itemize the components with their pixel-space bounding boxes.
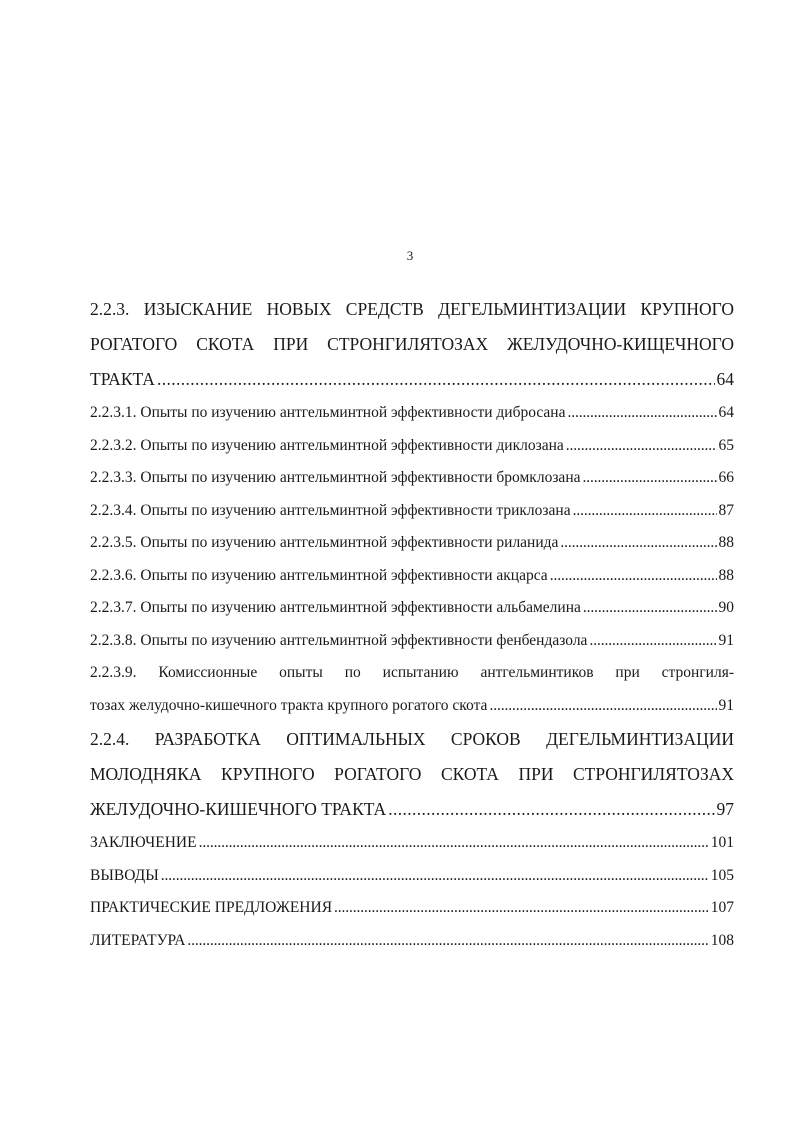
leader-dots [589,625,716,658]
toc-entry-title: 2.2.3.8. Опыты по изучению антгельминтной эффективности фенбендазола [90,631,588,649]
toc-entry-2-2-3-9[interactable] [90,657,734,722]
toc-entry-title: 2.2.3.4. Опыты по изучению антгельминтной эффективности триклозана [90,501,571,519]
leader-dots [199,827,709,860]
toc-entry-2-2-3-5[interactable] [90,527,734,560]
leader-dots [573,495,717,528]
toc-entry-2-2-4[interactable] [90,722,734,827]
toc-entry-2-2-3-4[interactable] [90,495,734,528]
toc-entry-title: 2.2.3.6. Опыты по изучению антгельминтной эффективности акцарса [90,566,548,584]
table-of-contents [90,292,734,957]
leader-dots [161,860,709,893]
toc-entry-conclusion[interactable] [90,827,734,860]
toc-entry-2-2-3-7[interactable] [90,592,734,625]
toc-entry-title: ВЫВОДЫ [90,866,159,884]
leader-dots [334,892,709,925]
toc-page-number: 90 [718,599,734,616]
toc-entry-title: 2.2.3.1. Опыты по изучению антгельминтной эффективности дибросана [90,404,566,421]
toc-entry-title: тозах желудочно-кишечного тракта крупного рогатого скота [90,696,488,714]
toc-entry-2-2-3-8[interactable] [90,625,734,658]
toc-entry-text-line: РОГАТОГО СКОТА ПРИ СТРОНГИЛЯТОЗАХ ЖЕЛУДОЧНО-КИЩЕЧНОГО [90,334,734,354]
leader-dots [567,397,716,430]
toc-page-number: 64 [716,369,734,389]
toc-entry-findings[interactable] [90,860,734,893]
toc-page-number: 88 [718,566,734,584]
toc-entry-2-2-3-6[interactable] [90,560,734,593]
toc-entry-literature[interactable] [90,925,734,958]
page-number: 3 [406,248,414,263]
toc-page-number: 88 [718,534,734,551]
leader-dots [583,592,717,625]
toc-entry-2-2-3-3[interactable] [90,462,734,495]
toc-entry-2-2-3-2[interactable] [90,430,734,463]
toc-page-number: 97 [716,799,734,819]
toc-entry-title: 2.2.3.3. Опыты по изучению антгельминтной эффективности бромклозана [90,469,581,486]
toc-page-number: 65 [718,436,734,454]
toc-entry-title: 2.2.3.7. Опыты по изучению антгельминтной эффективности альбамелина [90,599,581,616]
toc-entry-text-line: МОЛОДНЯКА КРУПНОГО РОГАТОГО СКОТА ПРИ СТРОНГИЛЯТОЗАХ [90,764,734,784]
toc-page-number: 87 [718,501,734,519]
toc-page-number: 64 [718,404,734,421]
toc-entry-text-line: 2.2.4. РАЗРАБОТКА ОПТИМАЛЬНЫХ СРОКОВ ДЕГЕЛЬМИНТИЗАЦИИ [90,729,734,749]
toc-page-number: 91 [718,631,734,649]
toc-page-number: 101 [710,834,734,851]
toc-entry-title: 2.2.3.5. Опыты по изучению антгельминтной эффективности риланида [90,534,559,551]
toc-entry-title: ПРАКТИЧЕСКИЕ ПРЕДЛОЖЕНИЯ [90,899,333,916]
leader-dots [566,430,717,463]
toc-entry-title: 2.2.3.2. Опыты по изучению антгельминтной эффективности диклозана [90,436,564,454]
leader-dots [187,925,708,958]
toc-entry-2-2-3[interactable] [90,292,734,397]
toc-entry-practical-proposals[interactable] [90,892,734,925]
toc-entry-title: ЖЕЛУДОЧНО-КИШЕЧНОГО ТРАКТА [90,799,387,819]
toc-entry-title: ТРАКТА [90,369,155,389]
leader-dots [388,792,714,827]
leader-dots [489,690,716,723]
toc-page-number: 66 [718,469,734,486]
leader-dots [583,462,717,495]
toc-page-number: 107 [710,899,734,916]
toc-page-number: 105 [710,866,734,884]
toc-entry-2-2-3-1[interactable] [90,397,734,430]
toc-entry-text-line: 2.2.3. ИЗЫСКАНИЕ НОВЫХ СРЕДСТВ ДЕГЕЛЬМИНТИЗАЦИИ КРУПНОГО [90,299,734,319]
toc-entry-title: ЗАКЛЮЧЕНИЕ [90,834,197,851]
toc-entry-text-line: 2.2.3.9. Комиссионные опыты по испытанию антгельминтиков при стронгиля- [90,664,734,681]
toc-entry-title: ЛИТЕРАТУРА [90,931,186,949]
leader-dots [550,560,717,593]
leader-dots [157,362,715,397]
leader-dots [560,527,716,560]
toc-page-number: 108 [710,931,734,949]
toc-page-number: 91 [718,696,734,714]
